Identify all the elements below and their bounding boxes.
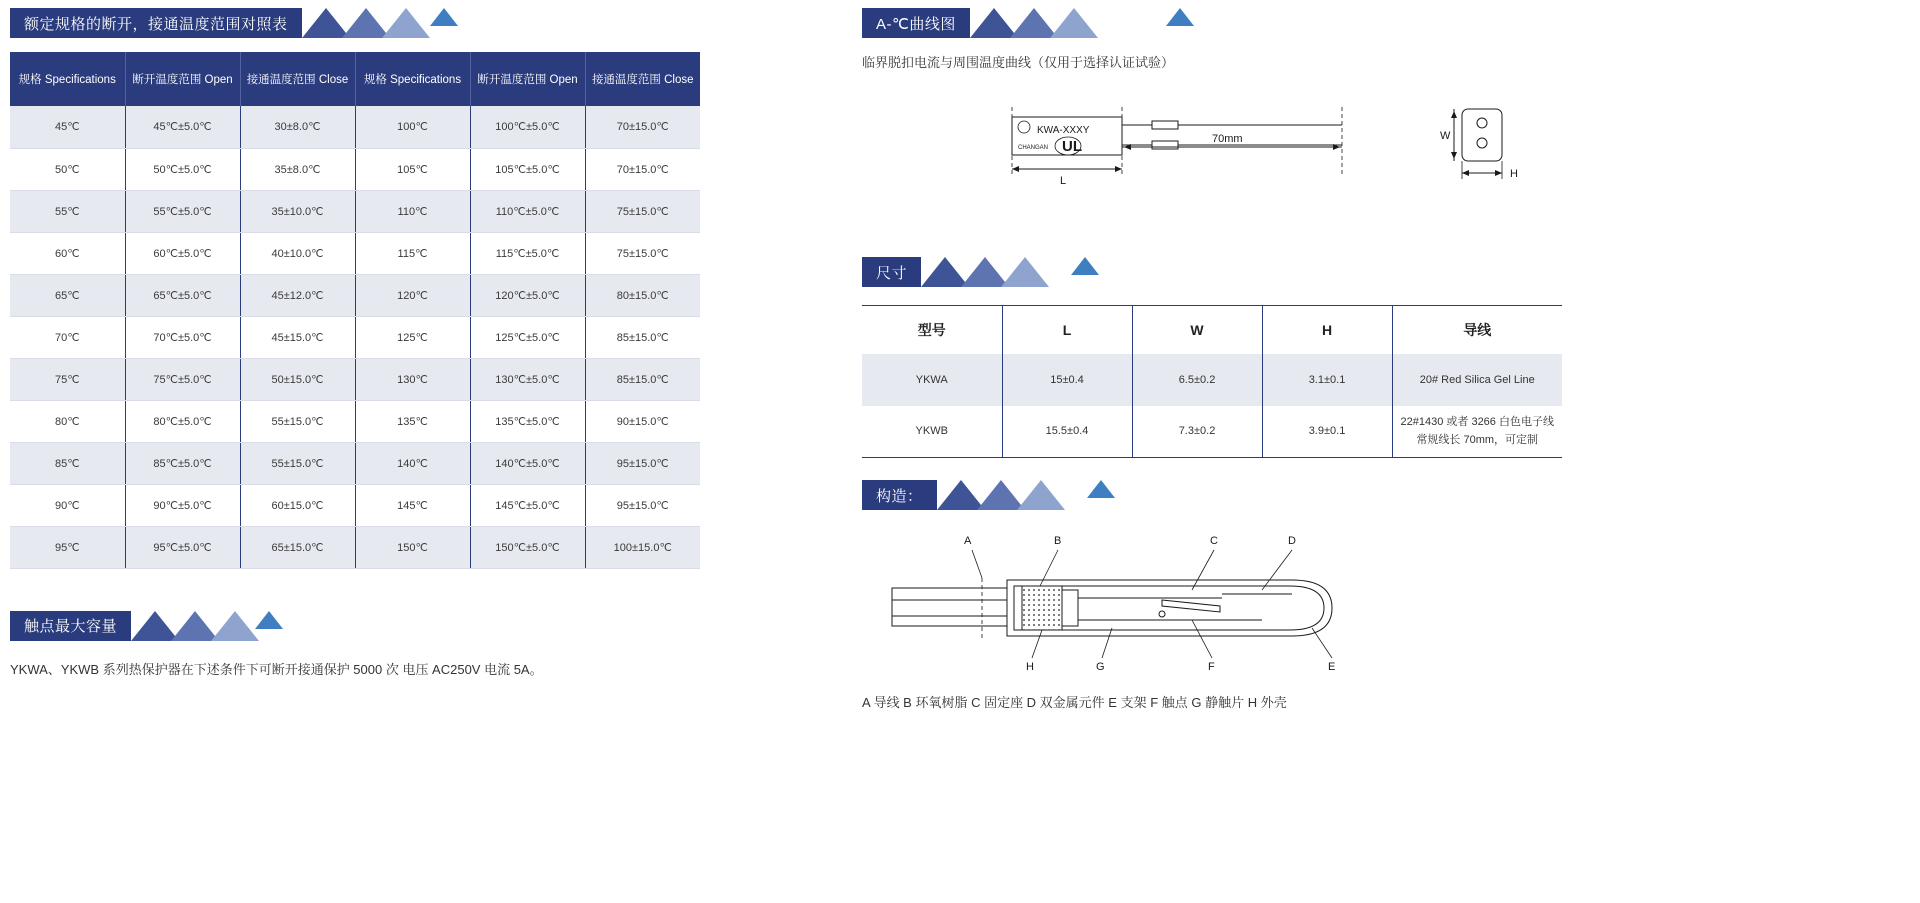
spec-cell: 45±15.0℃ [240, 316, 355, 358]
spec-cell: 150℃±5.0℃ [470, 526, 585, 568]
banner-triangles [302, 8, 482, 38]
table-row [10, 358, 700, 400]
spec-table-banner [10, 8, 710, 38]
capacity-banner [10, 611, 710, 641]
spec-cell: 80℃±5.0℃ [125, 400, 240, 442]
spec-cell: 50℃ [10, 148, 125, 190]
spec-cell: 75±15.0℃ [585, 232, 700, 274]
spec-cell: 100±15.0℃ [585, 526, 700, 568]
table-row [862, 354, 1562, 406]
dim-cell-w: 7.3±0.2 [1132, 406, 1262, 458]
dim-cell-wire: 20# Red Silica Gel Line [1392, 354, 1562, 406]
spec-cell: 70℃ [10, 316, 125, 358]
table-row [10, 484, 700, 526]
spec-cell: 95±15.0℃ [585, 484, 700, 526]
spec-cell: 50℃±5.0℃ [125, 148, 240, 190]
struct-label-g: G [1096, 661, 1105, 673]
struct-label-b: B [1054, 535, 1062, 547]
drawing-body-label: KWA-XXXY [1037, 125, 1090, 136]
left-column [10, 8, 710, 678]
spec-cell: 95℃ [10, 526, 125, 568]
spec-cell: 55℃ [10, 190, 125, 232]
right-column [862, 8, 1902, 711]
curve-note: 临界脱扣电流与周围温度曲线（仅用于选择认证试验） [862, 55, 1175, 70]
dim-w-label: W [1440, 130, 1451, 142]
spec-cell: 55℃±5.0℃ [125, 190, 240, 232]
dim-cell-wire-line2: 常规线长 70mm，可定制 [1416, 434, 1539, 447]
table-row [10, 106, 700, 148]
dim-table-header-row [862, 306, 1562, 354]
ul-mark-label: UL [1062, 138, 1082, 155]
spec-cell: 150℃ [355, 526, 470, 568]
spec-cell: 90℃±5.0℃ [125, 484, 240, 526]
table-row [10, 316, 700, 358]
table-row [10, 148, 700, 190]
spec-cell: 45℃ [10, 106, 125, 148]
spec-cell: 75℃±5.0℃ [125, 358, 240, 400]
spec-header-cell: 接通温度范围 Close [585, 52, 700, 106]
spec-cell: 120℃ [355, 274, 470, 316]
curve-banner-label: A-℃曲线图 [862, 8, 970, 38]
dim-header-cell: 导线 [1392, 306, 1562, 354]
spec-cell: 85±15.0℃ [585, 316, 700, 358]
drawing-brand-label: CHANGAN [1018, 145, 1049, 151]
spec-cell: 110℃±5.0℃ [470, 190, 585, 232]
struct-label-h: H [1026, 661, 1034, 673]
spec-cell: 65±15.0℃ [240, 526, 355, 568]
spec-cell: 85℃±5.0℃ [125, 442, 240, 484]
spec-cell: 35±8.0℃ [240, 148, 355, 190]
spec-cell: 140℃ [355, 442, 470, 484]
spec-cell: 100℃ [355, 106, 470, 148]
banner-triangles [970, 8, 1150, 38]
spec-cell: 120℃±5.0℃ [470, 274, 585, 316]
size-banner-label: 尺寸 [862, 257, 921, 287]
dimension-table [862, 305, 1562, 458]
spec-cell: 40±10.0℃ [240, 232, 355, 274]
spec-cell: 55±15.0℃ [240, 400, 355, 442]
struct-label-c: C [1210, 535, 1218, 547]
spec-cell: 140℃±5.0℃ [470, 442, 585, 484]
table-row [10, 442, 700, 484]
dim-header-cell: 型号 [862, 306, 1002, 354]
spec-cell: 45℃±5.0℃ [125, 106, 240, 148]
spec-cell: 95±15.0℃ [585, 442, 700, 484]
spec-header-cell: 规格 Specifications [10, 52, 125, 106]
spec-cell: 60℃ [10, 232, 125, 274]
spec-cell: 70℃±5.0℃ [125, 316, 240, 358]
dim-cell-l: 15.5±0.4 [1002, 406, 1132, 458]
dim-cell-model: YKWA [862, 354, 1002, 406]
spec-cell: 75℃ [10, 358, 125, 400]
spec-table-header-row [10, 52, 700, 106]
spec-cell: 130℃±5.0℃ [470, 358, 585, 400]
spec-cell: 105℃ [355, 148, 470, 190]
dim-header-cell: W [1132, 306, 1262, 354]
structure-banner [862, 480, 1902, 510]
spec-header-cell: 断开温度范围 Open [470, 52, 585, 106]
banner-triangles [937, 480, 1117, 510]
spec-cell: 55±15.0℃ [240, 442, 355, 484]
dim-h-label: H [1510, 168, 1518, 180]
spec-cell: 70±15.0℃ [585, 106, 700, 148]
spec-cell: 90℃ [10, 484, 125, 526]
spec-header-cell: 规格 Specifications [355, 52, 470, 106]
dim-70mm-label: 70mm [1212, 133, 1243, 145]
spec-cell: 95℃±5.0℃ [125, 526, 240, 568]
spec-cell: 130℃ [355, 358, 470, 400]
structure-drawing [862, 528, 1902, 678]
capacity-note: YKWA、YKWB 系列热保护器在下述条件下可断开接通保护 5000 次 电压 AC250V 电流 5A。 [10, 661, 543, 677]
spec-table-banner-label: 额定规格的断开，接通温度范围对照表 [10, 8, 302, 38]
spec-cell: 85±15.0℃ [585, 358, 700, 400]
spec-cell: 80±15.0℃ [585, 274, 700, 316]
struct-label-e: E [1328, 661, 1336, 673]
spec-cell: 75±15.0℃ [585, 190, 700, 232]
spec-cell: 85℃ [10, 442, 125, 484]
curve-banner [862, 8, 1902, 38]
structure-banner-label: 构造： [862, 480, 937, 510]
spec-cell: 125℃±5.0℃ [470, 316, 585, 358]
spec-header-cell: 断开温度范围 Open [125, 52, 240, 106]
spec-cell: 65℃±5.0℃ [125, 274, 240, 316]
table-row [862, 406, 1562, 458]
table-row [10, 232, 700, 274]
dim-cell-l: 15±0.4 [1002, 354, 1132, 406]
dim-cell-wire-line1: 22#1430 或者 3266 白色电子线 [1400, 415, 1554, 428]
spec-cell: 105℃±5.0℃ [470, 148, 585, 190]
spec-cell: 60℃±5.0℃ [125, 232, 240, 274]
banner-triangles [131, 611, 311, 641]
spec-cell: 35±10.0℃ [240, 190, 355, 232]
spec-cell: 110℃ [355, 190, 470, 232]
spec-cell: 135℃ [355, 400, 470, 442]
spec-cell: 70±15.0℃ [585, 148, 700, 190]
spec-cell: 65℃ [10, 274, 125, 316]
spec-cell: 50±15.0℃ [240, 358, 355, 400]
spec-cell: 135℃±5.0℃ [470, 400, 585, 442]
size-banner [862, 257, 1902, 287]
dim-header-cell: L [1002, 306, 1132, 354]
structure-legend: A 导线 B 环氧树脂 C 固定座 D 双金属元件 E 支架 F 触点 G 静触片 H 外壳 [862, 695, 1287, 710]
spec-header-cell: 接通温度范围 Close [240, 52, 355, 106]
product-drawing [862, 87, 1902, 237]
spec-cell: 45±12.0℃ [240, 274, 355, 316]
spec-cell: 125℃ [355, 316, 470, 358]
spec-cell: 30±8.0℃ [240, 106, 355, 148]
dim-cell-wire [1392, 406, 1562, 458]
spec-cell: 90±15.0℃ [585, 400, 700, 442]
table-row [10, 274, 700, 316]
spec-cell: 145℃±5.0℃ [470, 484, 585, 526]
table-row [10, 190, 700, 232]
struct-label-f: F [1208, 661, 1215, 673]
spec-cell: 60±15.0℃ [240, 484, 355, 526]
struct-label-d: D [1288, 535, 1296, 547]
dim-cell-h: 3.9±0.1 [1262, 406, 1392, 458]
capacity-section [10, 611, 710, 678]
dim-cell-h: 3.1±0.1 [1262, 354, 1392, 406]
spec-cell: 115℃±5.0℃ [470, 232, 585, 274]
dim-l-label: L [1060, 175, 1067, 187]
dim-cell-model: YKWB [862, 406, 1002, 458]
specifications-table [10, 52, 700, 569]
table-row [10, 526, 700, 568]
dim-header-cell: H [1262, 306, 1392, 354]
capacity-banner-label: 触点最大容量 [10, 611, 131, 641]
dim-cell-w: 6.5±0.2 [1132, 354, 1262, 406]
spec-cell: 100℃±5.0℃ [470, 106, 585, 148]
spec-cell: 145℃ [355, 484, 470, 526]
struct-label-a: A [964, 535, 972, 547]
banner-triangles [921, 257, 1101, 287]
spec-cell: 80℃ [10, 400, 125, 442]
table-row [10, 400, 700, 442]
spec-cell: 115℃ [355, 232, 470, 274]
